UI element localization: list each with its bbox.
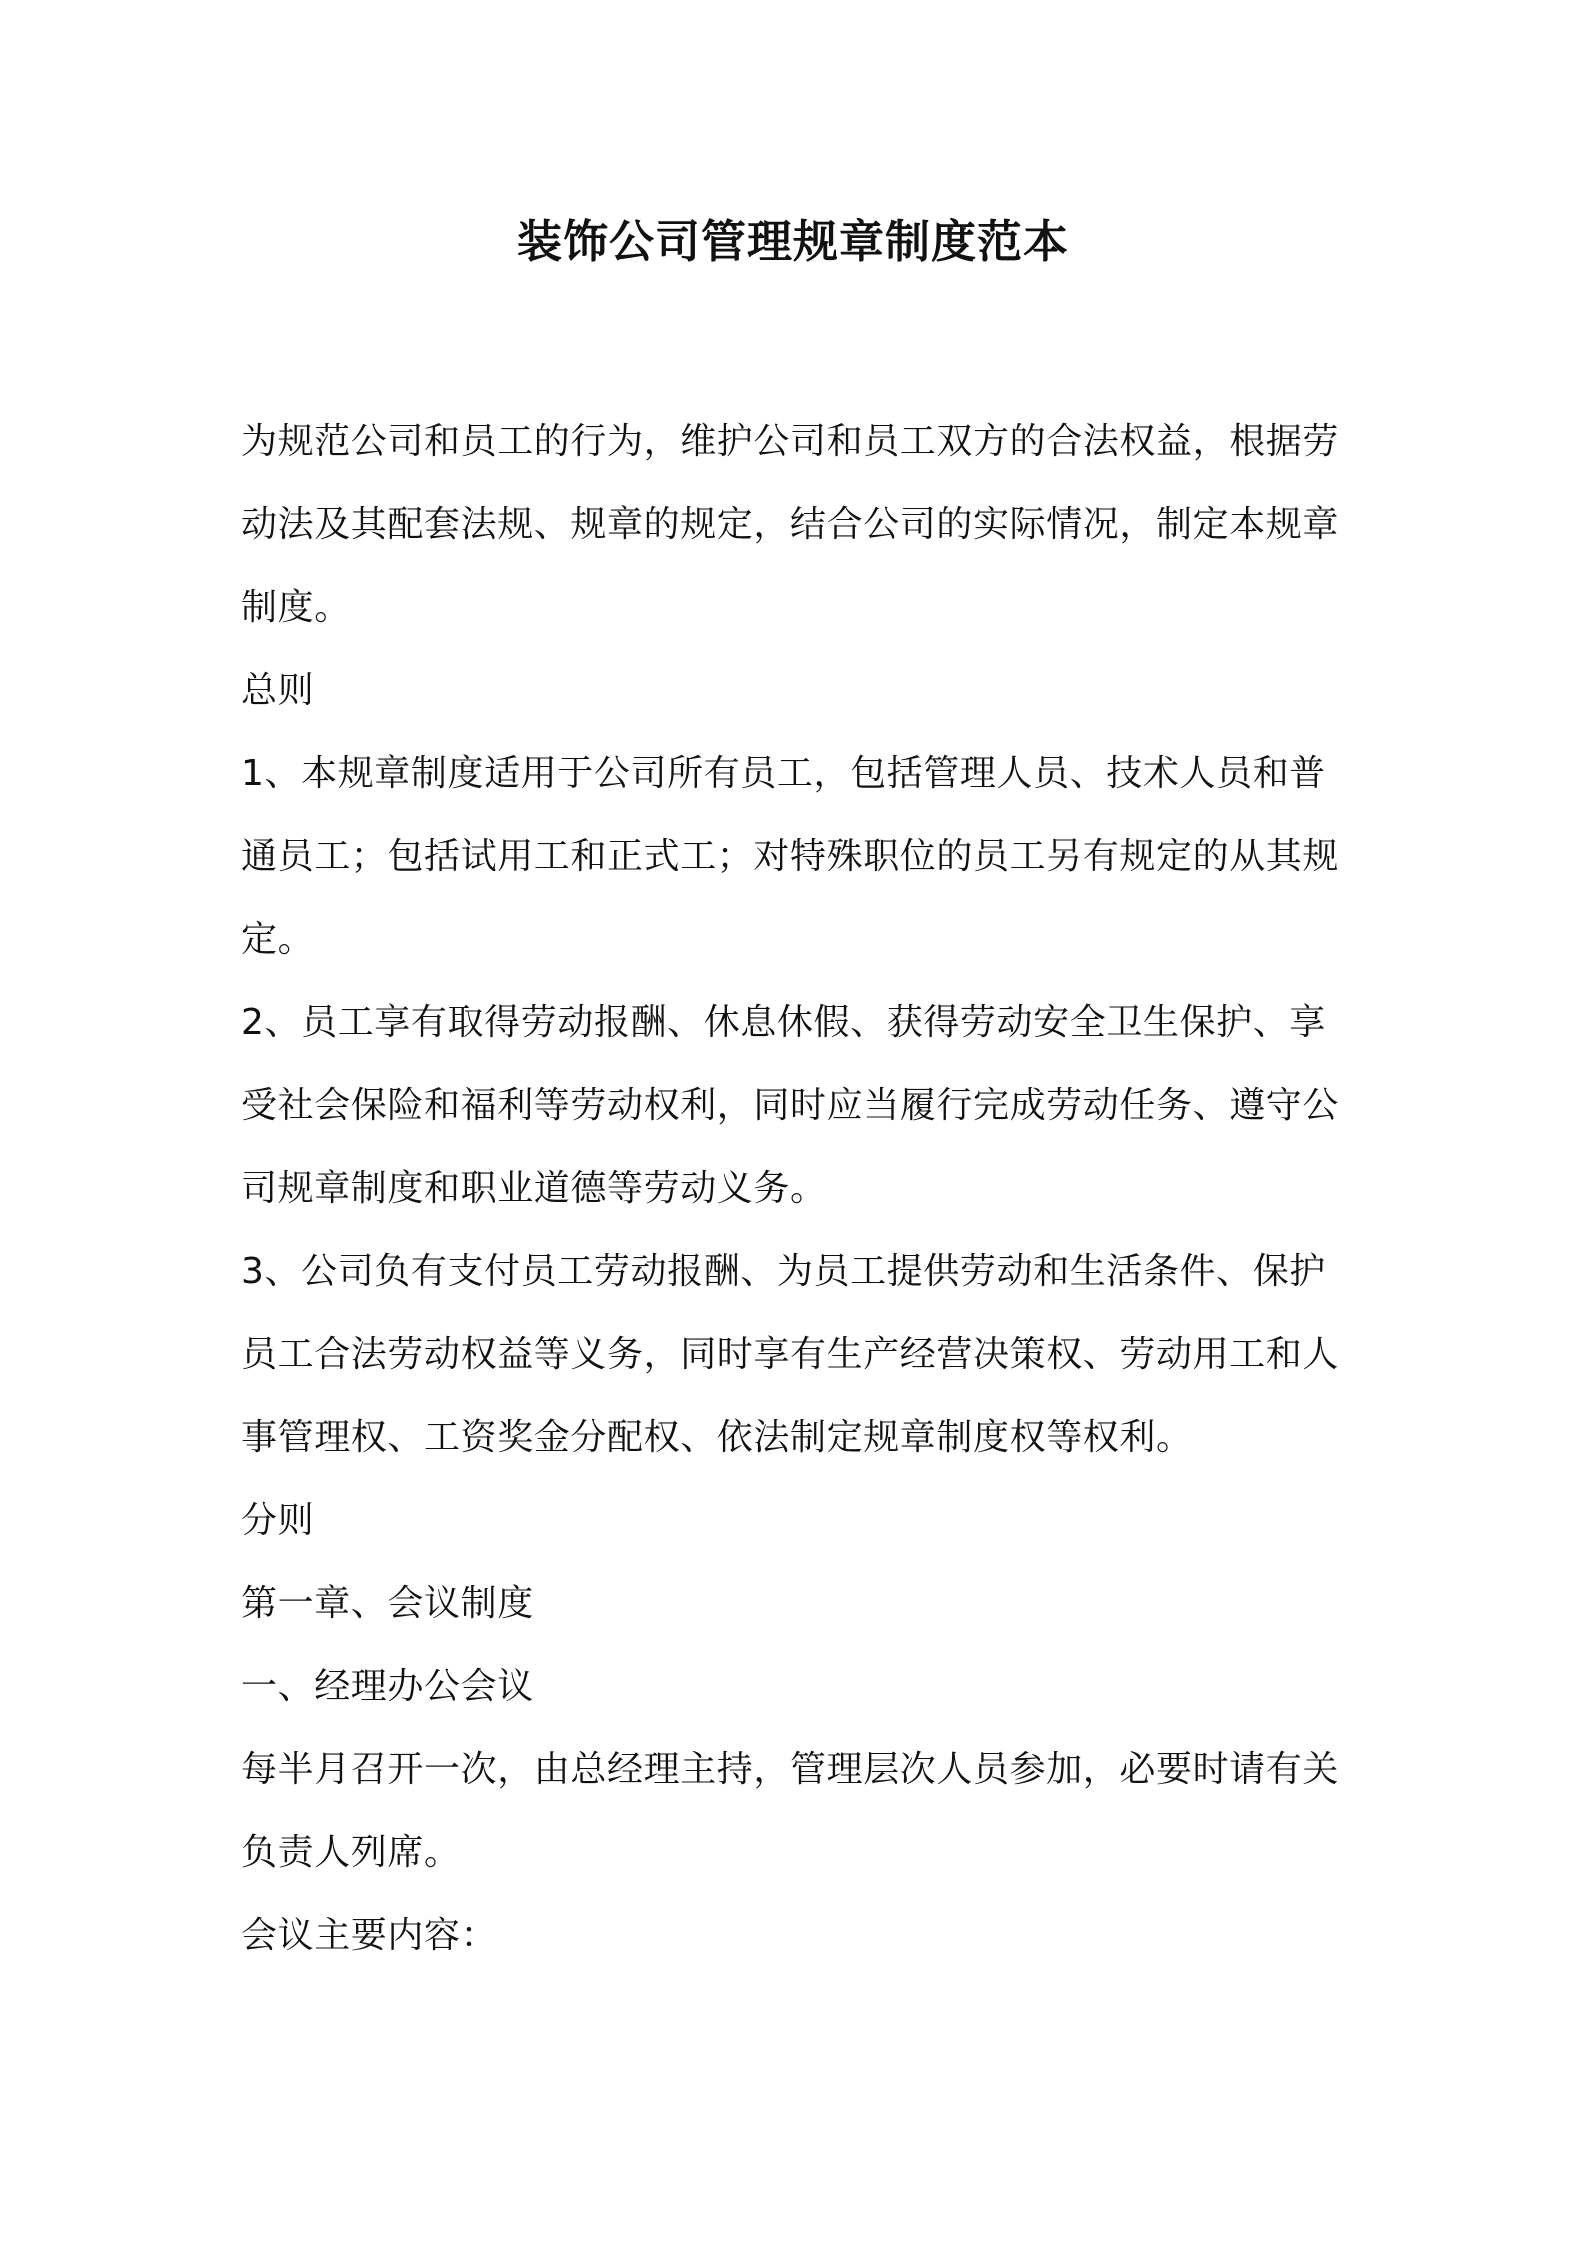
section-heading-general: 总则	[241, 670, 315, 711]
clause-1: 1、本规章制度适用于公司所有员工，包括管理人员、技术人员和普通员工；包括试用工和正式工；对特殊职位的员工另有规定的从其规定。	[241, 753, 1340, 960]
clause-2: 2、员工享有取得劳动报酬、休息休假、获得劳动安全卫生保护、享受社会保险和福利等劳动权利，同时应当履行完成劳动任务、遵守公司规章制度和职业道德等劳动义务。	[241, 1002, 1340, 1209]
clause-3: 3、公司负有支付员工劳动报酬、为员工提供劳动和生活条件、保护员工合法劳动权益等义务，同时享有生产经营决策权、劳动用工和人事管理权、工资奖金分配权、依法制定规章制度权等权利。	[241, 1251, 1340, 1458]
section-heading-specific: 分则	[241, 1500, 315, 1541]
subsection-heading: 一、经理办公会议	[241, 1666, 534, 1707]
chapter-heading: 第一章、会议制度	[241, 1583, 534, 1624]
intro-paragraph: 为规范公司和员工的行为，维护公司和员工双方的合法权益，根据劳动法及其配套法规、规章的规定，结合公司的实际情况，制定本规章制度。	[241, 421, 1340, 628]
document-body	[241, 400, 1359, 1977]
document-title: 装饰公司管理规章制度范本	[516, 215, 1069, 268]
meeting-content-label: 会议主要内容：	[241, 1915, 498, 1956]
meeting-description: 每半月召开一次，由总经理主持，管理层次人员参加，必要时请有关负责人列席。	[241, 1749, 1340, 1873]
